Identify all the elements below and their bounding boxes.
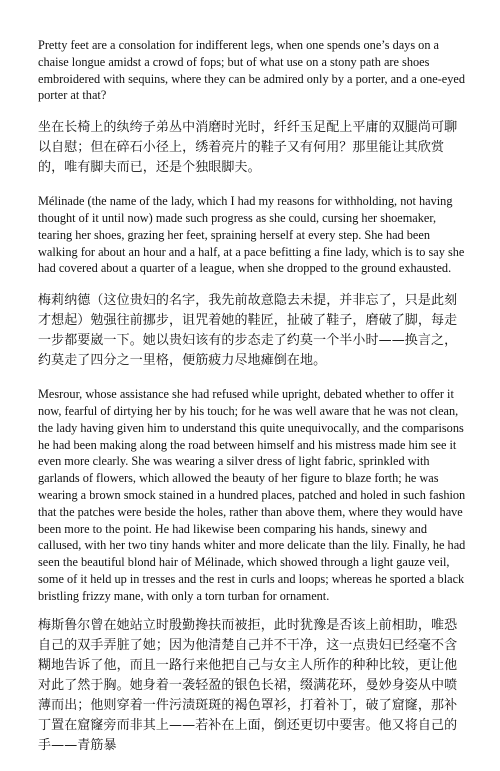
document-page <box>38 37 470 771</box>
paragraph-en-3: Mesrour, whose assistance she had refused while upright, debated whether to offer it now, fearful of dirtying her by his touch; for he was well aware that he was not clean, the lady having given him to understand this quite unequivocally, and the comparisons he had been making along the road between himself and his mistress made him see it even more clearly. She was wearing a silver dress of light fabric, sprinkled with garlands of flowers, which allowed the beauty of her figure to blaze forth; he was wearing a brown smock stained in a hundred places, patched and holed in such fashion that the patches were beside the holes, rather than above them, where they would have been more to the point. He had likewise been comparing his hands, sinewy and callused, with her two tiny hands whiter and more delicate than the lily. Finally, he had seen the beautiful blond hair of Mélinade, which showed through a light gauze veil, some of it held up in tresses and the rest in curls and loops; whereas he sported a black bristling frizzy mane, with only a torn turban for ornament. <box>38 387 466 603</box>
paragraph-zh-3: 梅斯鲁尔曾在她站立时殷勤搀扶而被拒，此时犹豫是否该上前相助，唯恐自己的双手弄脏了她；因为他清楚自己并不干净，这一点贵妇已经毫不含糊地告诉了他，而且一路行来他把自己与女主人所作的种种比较，更让他对此了然于胸。她身着一袭轻盈的银色长裙，缀满花环，曼妙身姿从中喷薄而出；他则穿着一件污渍斑斑的褐色罩衫，打着补丁，破了窟窿，那补丁置在窟窿旁而非其上——若补在上面，倒还更切中要害。他又将自己的手——青筋暴 <box>38 617 458 753</box>
paragraph-zh-1: 坐在长椅上的纨绔子弟丛中消磨时光时，纤纤玉足配上平庸的双腿尚可聊以自慰；但在碎石小径上，绣着亮片的鞋子又有何用？那里能让其欣赏的，唯有脚夫而已，还是个独眼脚夫。 <box>38 120 458 176</box>
paragraph-zh-2: 梅莉纳德（这位贵妇的名字，我先前故意隐去未提，并非忘了，只是此刻才想起）勉强往前挪步，诅咒着她的鞋匠，扯破了鞋子，磨破了脚，每走一步都要崴一下。她以贵妇该有的步态走了约莫一个半小时——换言之，约莫走了四分之一里格，便筋疲力尽地瘫倒在地。 <box>38 293 458 369</box>
paragraph-en-1: Pretty feet are a consolation for indifferent legs, when one spends one’s days on a chaise longue amidst a crowd of fops; but of what use on a stony path are shoes embroidered with sequins, where they can be admired only by a porter, and a one-eyed porter at that? <box>38 38 466 103</box>
paragraph-en-2: Mélinade (the name of the lady, which I had my reasons for withholding, not having thought of it until now) made such progress as she could, cursing her shoemaker, tearing her shoes, grazing her feet, spraining herself at every step. She had been walking for about an hour and a half, at a pace befitting a fine lady, which is to say she had covered about a quarter of a league, when she dropped to the ground exhausted. <box>38 194 465 276</box>
